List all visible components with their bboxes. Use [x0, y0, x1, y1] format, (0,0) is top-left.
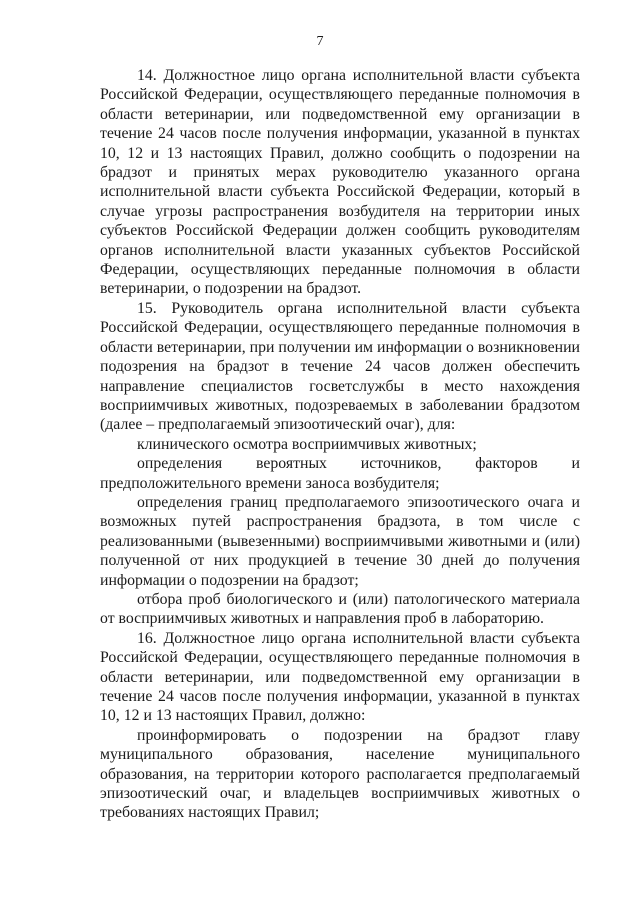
paragraph-14: 14. Должностное лицо органа исполнительной власти субъекта Российской Федерации, осуществляющего переданные полномочия в области ветеринарии, или подведомственной ему организации в течение 24 часов после получения информации, указанной в пунктах 10, 12 и 13 настоящих Правил, должно сообщить о подозрении на брадзот и принятых мерах руководителю указанного органа исполнительной власти субъекта Российской Федерации, который в случае угрозы распространения возбудителя на территории иных субъектов Российской Федерации должен сообщить руководителям органов исполнительной власти указанных субъектов Российской Федерации, осуществляющих переданные полномочия в области ветеринарии, о подозрении на брадзот. [100, 67, 580, 298]
document-body [100, 66, 580, 823]
list-item-sampling: отбора проб биологического и (или) патологического материала от восприимчивых животных и направления проб в лабораторию. [100, 590, 580, 628]
list-item-focus-boundaries: определения границ предполагаемого эпизоотического очага и возможных путей распространения брадзота, в том числе с реализованными (вывезенными) восприимчивыми животными и (или) полученной от них продукцией в течение 30 дней до получения информации о подозрении на брадзот; [100, 493, 580, 589]
paragraph-15: 15. Руководитель органа исполнительной власти субъекта Российской Федерации, осуществляющего переданные полномочия в области ветеринарии, при получении им информации о возникновении подозрения на брадзот в течение 24 часов должен обеспечить направление специалистов госветслужбы в место нахождения восприимчивых животных, подозреваемых в заболевании брадзотом (далее – предполагаемый эпизоотический очаг), для: [100, 299, 580, 434]
page-number: 7 [316, 34, 324, 49]
list-item-inform-municipality: проинформировать о подозрении на брадзот главу муниципального образования, население муниципального образования, на территории которого располагается предполагаемый эпизоотический очаг, и владельцев восприимчивых животных о требованиях настоящих Правил; [100, 726, 580, 822]
list-item-clinical-inspection: клинического осмотра восприимчивых животных; [137, 435, 477, 453]
list-item-sources-factors: определения вероятных источников, факторов и предположительного времени заноса возбудителя; [100, 455, 580, 492]
paragraph-16: 16. Должностное лицо органа исполнительной власти субъекта Российской Федерации, осуществляющего переданные полномочия в области ветеринарии, или подведомственной ему организации в течение 24 часов после получения информации, указанной в пунктах 10, 12 и 13 настоящих Правил, должно: [100, 629, 580, 725]
